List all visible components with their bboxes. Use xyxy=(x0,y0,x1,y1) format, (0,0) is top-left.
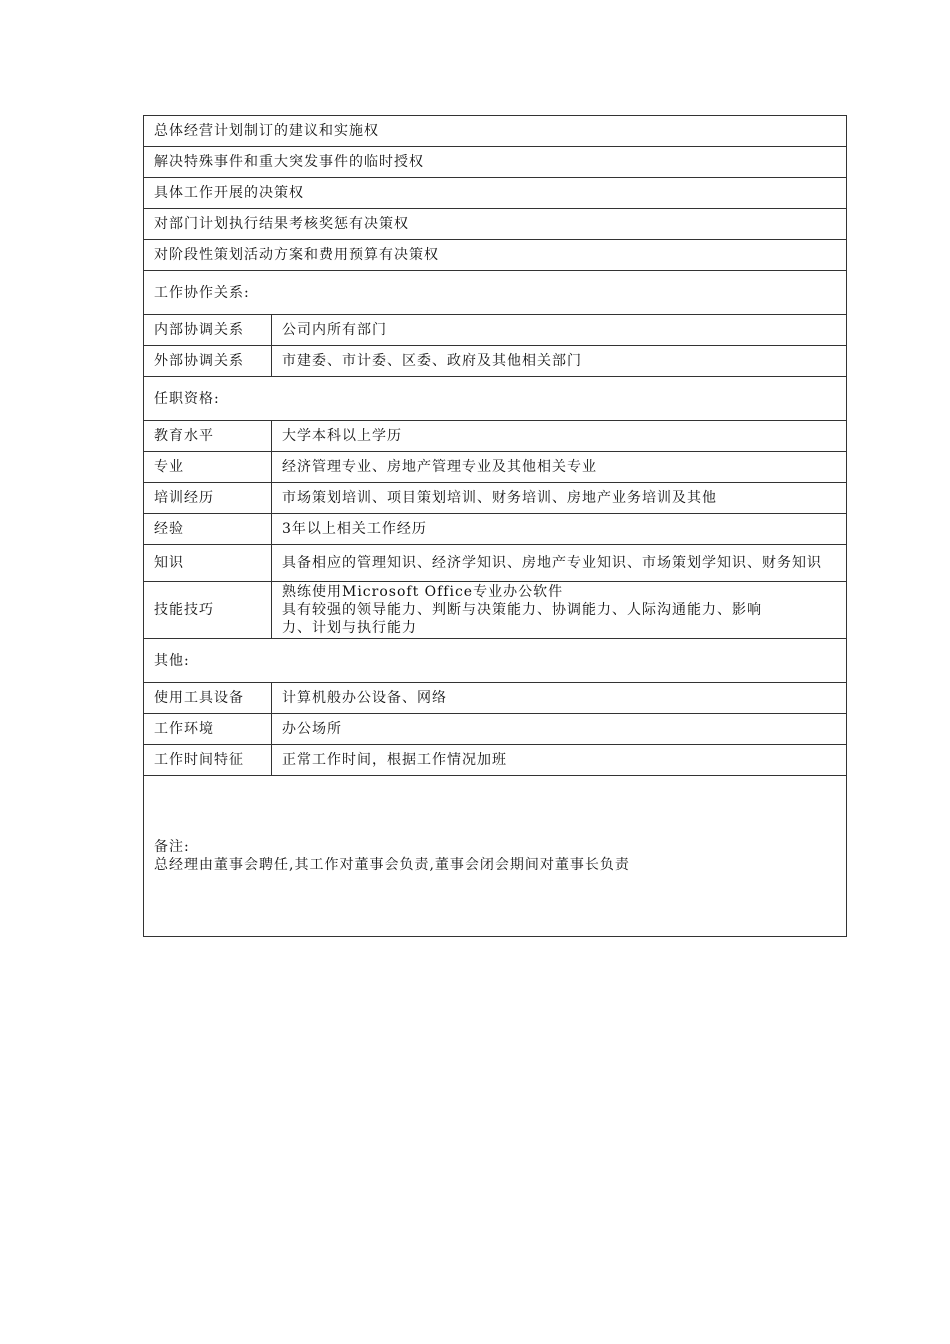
other-heading-row xyxy=(144,639,847,683)
tools-row xyxy=(144,683,847,714)
job-description-page xyxy=(143,115,847,937)
authority-cell: 总体经营计划制订的建议和实施权 xyxy=(144,116,847,147)
education-row xyxy=(144,421,847,452)
skills-row xyxy=(144,582,847,639)
education-label: 教育水平 xyxy=(144,421,272,452)
training-label: 培训经历 xyxy=(144,483,272,514)
hours-row xyxy=(144,745,847,776)
knowledge-label: 知识 xyxy=(144,545,272,582)
external-coordination-value: 市建委、市计委、区委、政府及其他相关部门 xyxy=(272,346,847,377)
authority-cell: 对阶段性策划活动方案和费用预算有决策权 xyxy=(144,240,847,271)
experience-label: 经验 xyxy=(144,514,272,545)
authority-cell: 具体工作开展的决策权 xyxy=(144,178,847,209)
skills-label: 技能技巧 xyxy=(144,582,272,639)
external-coordination-row xyxy=(144,346,847,377)
major-row xyxy=(144,452,847,483)
qualifications-heading: 任职资格: xyxy=(144,377,847,421)
internal-coordination-label: 内部协调关系 xyxy=(144,315,272,346)
external-coordination-label: 外部协调关系 xyxy=(144,346,272,377)
environment-label: 工作环境 xyxy=(144,714,272,745)
training-row xyxy=(144,483,847,514)
authority-row xyxy=(144,178,847,209)
remarks-text: 总经理由董事会聘任,其工作对董事会负责,董事会闭会期间对董事长负责 xyxy=(154,857,630,873)
education-value: 大学本科以上学历 xyxy=(272,421,847,452)
training-value: 市场策划培训、项目策划培训、财务培训、房地产业务培训及其他 xyxy=(272,483,847,514)
tools-label: 使用工具设备 xyxy=(144,683,272,714)
cooperation-heading: 工作协作关系: xyxy=(144,271,847,315)
hours-label: 工作时间特征 xyxy=(144,745,272,776)
internal-coordination-row xyxy=(144,315,847,346)
knowledge-value: 具备相应的管理知识、经济学知识、房地产专业知识、市场策划学知识、财务知识 xyxy=(272,545,847,582)
major-value: 经济管理专业、房地产管理专业及其他相关专业 xyxy=(272,452,847,483)
authority-row xyxy=(144,209,847,240)
authority-cell: 解决特殊事件和重大突发事件的临时授权 xyxy=(144,147,847,178)
hours-value: 正常工作时间，根据工作情况加班 xyxy=(272,745,847,776)
authority-row xyxy=(144,116,847,147)
qualifications-heading-row xyxy=(144,377,847,421)
major-label: 专业 xyxy=(144,452,272,483)
skills-line: 力、计划与执行能力 xyxy=(282,620,417,636)
environment-value: 办公场所 xyxy=(272,714,847,745)
internal-coordination-value: 公司内所有部门 xyxy=(272,315,847,346)
cooperation-heading-row xyxy=(144,271,847,315)
other-heading: 其他: xyxy=(144,639,847,683)
skills-line: 熟练使用Microsoft Office专业办公软件 xyxy=(282,584,564,600)
knowledge-row xyxy=(144,545,847,582)
authority-cell: 对部门计划执行结果考核奖惩有决策权 xyxy=(144,209,847,240)
tools-value: 计算机般办公设备、网络 xyxy=(272,683,847,714)
authority-row xyxy=(144,240,847,271)
experience-value: 3年以上相关工作经历 xyxy=(272,514,847,545)
skills-line: 具有较强的领导能力、判断与决策能力、协调能力、人际沟通能力、影响 xyxy=(282,602,762,618)
authority-row xyxy=(144,147,847,178)
skills-value xyxy=(272,582,847,639)
environment-row xyxy=(144,714,847,745)
remarks-cell xyxy=(144,776,847,937)
job-description-table xyxy=(143,115,847,937)
remarks-row xyxy=(144,776,847,937)
experience-row xyxy=(144,514,847,545)
remarks-heading: 备注: xyxy=(154,839,190,855)
